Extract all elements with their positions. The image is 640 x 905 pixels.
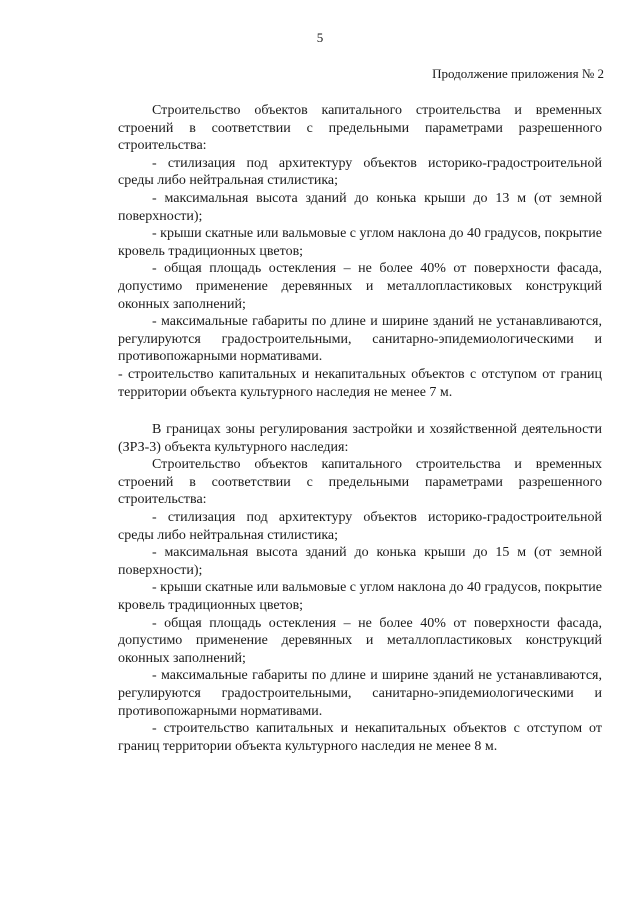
paragraph: - максимальная высота зданий до конька крыши до 13 м (от земной поверхности); [118,190,602,224]
paragraph: Строительство объектов капитального строительства и временных строений в соответствии с предельными параметрами разрешенного строительства: [118,457,602,508]
paragraph: - максимальные габариты по длине и ширине зданий не устанавливаются, регулируются градостроительными, санитарно-эпидемиологическими и противопожарными нормативами. [118,668,602,719]
paragraph: - максимальные габариты по длине и ширине зданий не устанавливаются, регулируются градостроительными, санитарно-эпидемиологическими и противопожарными нормативами. [118,314,602,365]
paragraph: - стилизация под архитектуру объектов историко-градостроительной среды либо нейтральная стилистика; [118,510,602,543]
section-intro-paragraph: В границах зоны регулирования застройки и хозяйственной деятельности (ЗРЗ-3) объекта культурного наследия: [118,422,602,455]
appendix-continuation-note: Продолжение приложения № 2 [432,66,604,81]
paragraph: - крыши скатные или вальмовые с углом наклона до 40 градусов, покрытие кровель традиционных цветов; [118,226,602,259]
document-body [118,102,602,755]
paragraph: - стилизация под архитектуру объектов историко-градостроительной среды либо нейтральная стилистика; [118,155,602,189]
paragraph: - общая площадь остекления – не более 40% от поверхности фасада, допустимо применение деревянных и металлопластиковых конструкций оконных заполнений; [118,261,602,312]
paragraph: - общая площадь остекления – не более 40% от поверхности фасада, допустимо применение деревянных и металлопластиковых конструкций оконных заполнений; [118,615,602,666]
paragraph: - крыши скатные или вальмовые с углом наклона до 40 градусов, покрытие кровель традиционных цветов; [118,580,602,614]
paragraph: Строительство объектов капитального строительства и временных строений в соответствии с предельными параметрами разрешенного строительства: [118,103,602,154]
page-number: 5 [316,30,324,45]
paragraph: - строительство капитальных и некапитальных объектов с отступом от границ территории объекта культурного наследия не менее 8 м. [118,721,602,754]
paragraph: - максимальная высота зданий до конька крыши до 15 м (от земной поверхности); [118,545,602,578]
paragraph: - строительство капитальных и некапитальных объектов с отступом от границ территории объекта культурного наследия не менее 7 м. [118,366,602,400]
